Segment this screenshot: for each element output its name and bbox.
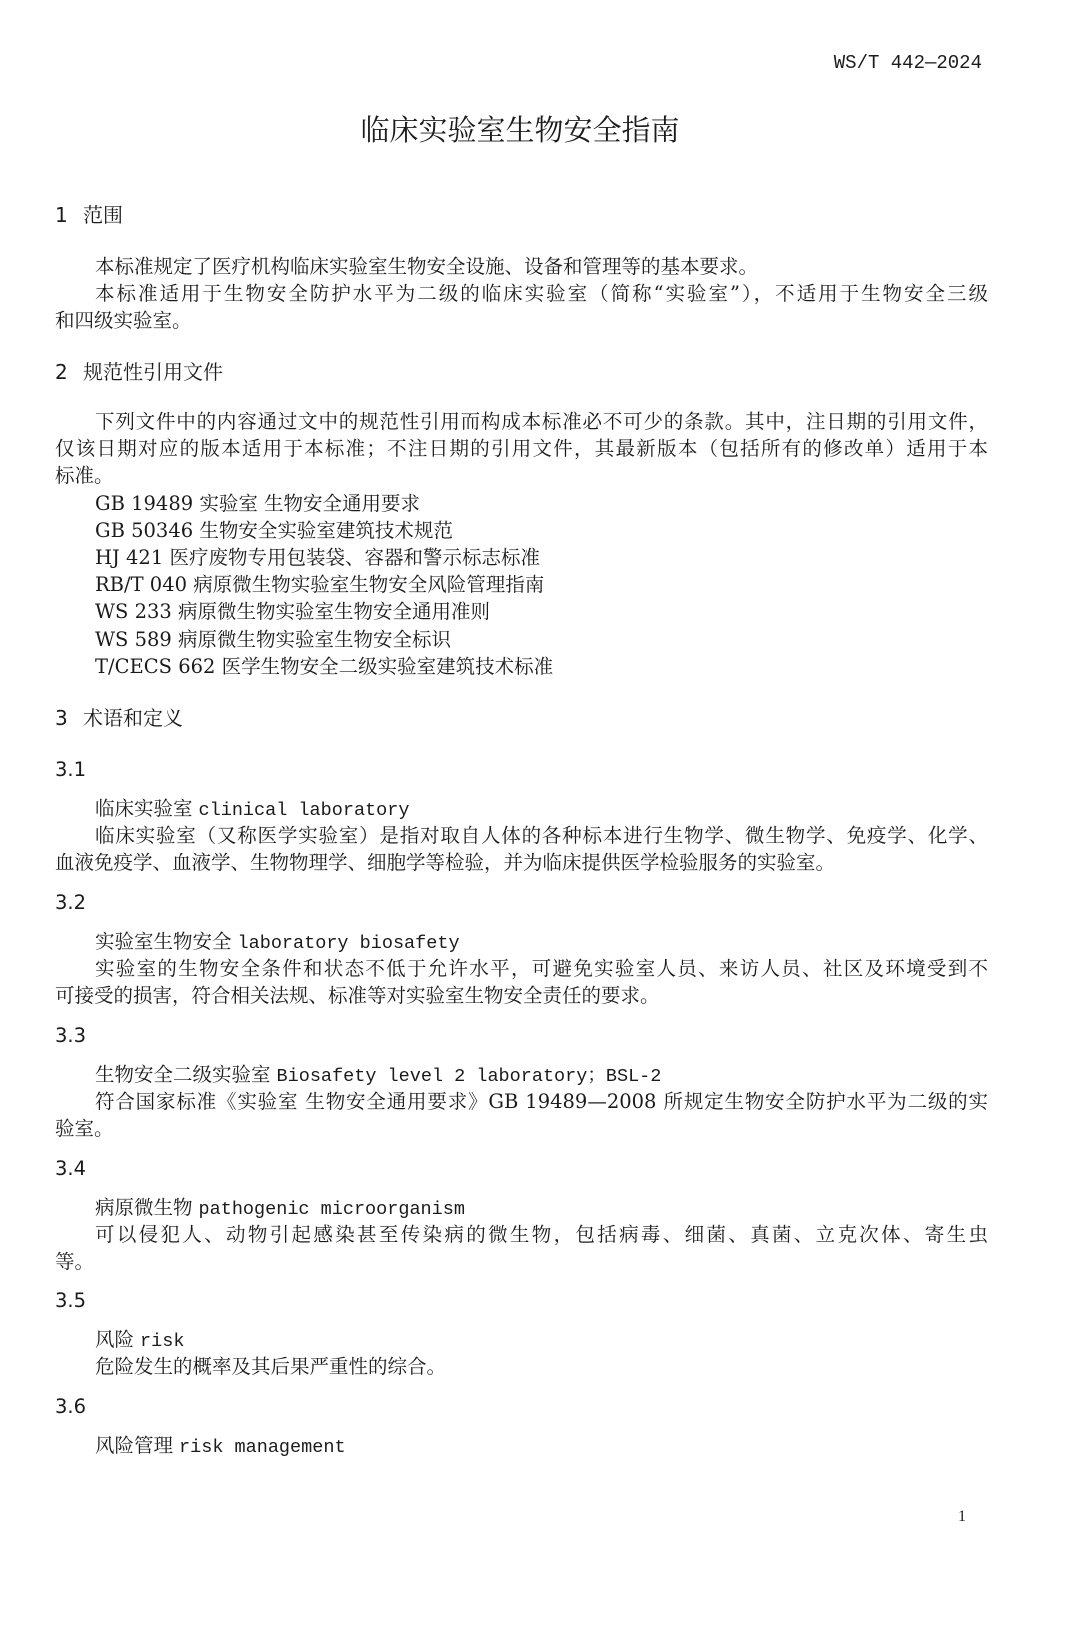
section-number: 2	[55, 360, 68, 384]
term-entry	[95, 928, 460, 955]
term-english: risk	[140, 1331, 185, 1352]
reference-item: GB 19489 实验室 生物安全通用要求	[95, 492, 421, 515]
paragraph-line: 本标准适用于生物安全防护水平为二级的临床实验室（简称“实验室”），不适用于生物安全三级	[95, 282, 988, 305]
reference-item: WS 589 病原微生物实验室生物安全标识	[95, 628, 452, 651]
term-entry	[95, 1194, 465, 1221]
paragraph-line: 仅该日期对应的版本适用于本标准；不注日期的引用文件，其最新版本（包括所有的修改单）适用于本	[55, 437, 988, 460]
paragraph-line: 标准。	[55, 464, 114, 487]
section-number: 3	[55, 706, 68, 730]
definition-line: 危险发生的概率及其后果严重性的综合。	[95, 1355, 447, 1378]
definition-line: 符合国家标准《实验室 生物安全通用要求》GB 19489—2008 所规定生物安全防护水平为二级的实	[95, 1090, 988, 1113]
clause-number: 3.1	[55, 758, 87, 781]
document-title: 临床实验室生物安全指南	[360, 113, 680, 147]
term-english: clinical laboratory	[198, 800, 410, 821]
clause-number: 3.6	[55, 1395, 87, 1418]
term-english: laboratory biosafety	[237, 933, 460, 954]
term-entry	[95, 795, 409, 822]
term-chinese: 风险管理	[95, 1434, 174, 1457]
document-code: WS/T 442—2024	[833, 52, 982, 74]
reference-item: WS 233 病原微生物实验室生物安全通用准则	[95, 600, 491, 623]
paragraph-line: 下列文件中的内容通过文中的规范性引用而构成本标准必不可少的条款。其中，注日期的引用文件，	[95, 410, 988, 433]
reference-item: RB/T 040 病原微生物实验室生物安全风险管理指南	[95, 573, 545, 596]
term-chinese: 实验室生物安全	[95, 930, 232, 953]
paragraph-line: 本标准规定了医疗机构临床实验室生物安全设施、设备和管理等的基本要求。	[95, 255, 759, 278]
definition-line: 可接受的损害，符合相关法规、标准等对实验室生物安全责任的要求。	[55, 984, 660, 1007]
term-entry	[95, 1326, 184, 1353]
term-english: Biosafety level 2 laboratory；BSL-2	[276, 1066, 662, 1087]
definition-line: 临床实验室（又称医学实验室）是指对取自人体的各种标本进行生物学、微生物学、免疫学、化学、	[95, 824, 988, 847]
section-title: 术语和定义	[83, 706, 183, 730]
clause-number: 3.5	[55, 1289, 87, 1312]
section-heading-scope	[55, 201, 123, 229]
term-chinese: 风险	[95, 1328, 135, 1351]
section-title: 规范性引用文件	[83, 360, 223, 384]
page-number: 1	[958, 1508, 966, 1525]
definition-line: 可以侵犯人、动物引起感染甚至传染病的微生物，包括病毒、细菌、真菌、立克次体、寄生虫	[95, 1223, 988, 1246]
section-number: 1	[55, 203, 68, 227]
clause-number: 3.2	[55, 891, 87, 914]
term-chinese: 临床实验室	[95, 797, 193, 820]
clause-number: 3.4	[55, 1157, 87, 1180]
reference-item: GB 50346 生物安全实验室建筑技术规范	[95, 519, 453, 542]
definition-line: 血液免疫学、血液学、生物物理学、细胞学等检验，并为临床提供医学检验服务的实验室。	[55, 851, 836, 874]
definition-line: 实验室的生物安全条件和状态不低于允许水平，可避免实验室人员、来访人员、社区及环境受到不	[95, 957, 988, 980]
section-heading-normative-references	[55, 358, 223, 386]
paragraph-line: 和四级实验室。	[55, 309, 192, 332]
definition-line: 等。	[55, 1250, 95, 1273]
term-entry	[95, 1432, 346, 1459]
definition-line: 验室。	[55, 1117, 114, 1140]
term-english: risk management	[179, 1437, 346, 1458]
reference-item: T/CECS 662 医学生物安全二级实验室建筑技术标准	[95, 655, 554, 678]
section-title: 范围	[83, 203, 123, 227]
term-entry	[95, 1061, 661, 1088]
term-english: pathogenic microorganism	[198, 1199, 465, 1220]
clause-number: 3.3	[55, 1024, 87, 1047]
term-chinese: 病原微生物	[95, 1196, 193, 1219]
reference-item: HJ 421 医疗废物专用包装袋、容器和警示标志标准	[95, 546, 540, 569]
term-chinese: 生物安全二级实验室	[95, 1063, 271, 1086]
section-heading-terms-definitions	[55, 704, 183, 732]
